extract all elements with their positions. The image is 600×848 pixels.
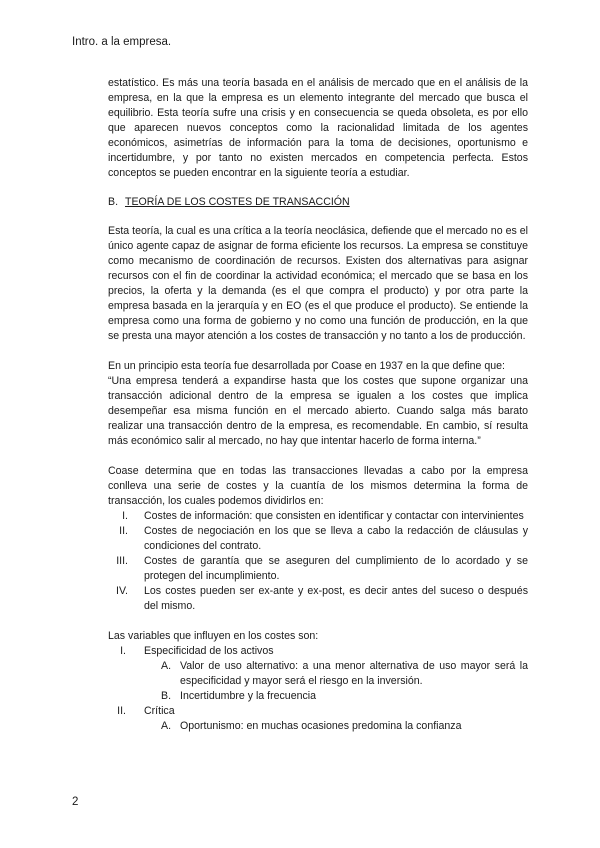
paragraph-costes: Coase determina que en todas las transacciones llevadas a cabo por la empresa conlleva una serie de costes y la cuantía de los mismos determina la forma de transacción, los cuales podemos dividirlos en: <box>108 465 528 507</box>
list-item: III. Costes de garantía que se aseguren del cumplimiento de lo acordado y se protegen del incumplimiento. <box>116 555 528 582</box>
paragraph-coase-intro: En un principio esta teoría fue desarrollada por Coase en 1937 en la que define que: <box>108 360 505 372</box>
section-title: TEORÍA DE LOS COSTES DE TRANSACCIÓN <box>125 196 350 208</box>
list-item: I. Especificidad de los activos A. Valor de uso alternativo: a una menor alternativa de uso mayor será la especificidad y mayor será el riesgo en la inversión. B. Incertidumbre y la frecuencia <box>120 645 528 702</box>
variables-intro: Las variables que influyen en los costes son: <box>108 630 319 642</box>
list-item: II. Crítica A. Oportunismo: en muchas ocasiones predomina la confianza <box>108 704 528 734</box>
list-item: II. Costes de negociación en los que se lleva a cabo la redacción de cláusulas y condiciones del contrato. <box>119 525 528 552</box>
sublist <box>144 719 528 734</box>
paragraph-coase-quote: “Una empresa tenderá a expandirse hasta que los costes que supone organizar una transacción adicional dentro de la empresa se igualen a los costes que implica desempeñar esa misma función en el mercado abierto. Cuando salga más barato realizar una transacción dentro de la empresa, es recomendable. En cambio, sí resulta más económico salir al mercado, no hay que intentar hacerlo de forma interna.” <box>108 375 528 447</box>
list-item: A. Oportunismo: en muchas ocasiones predomina la confianza <box>161 720 462 732</box>
list-item: I. Costes de información: que consisten en identificar y contactar con intervinientes <box>122 510 524 522</box>
section-heading <box>108 195 528 210</box>
document-body <box>108 76 528 734</box>
list-item: A. Valor de uso alternativo: a una menor alternativa de uso mayor será la especificidad y mayor será el riesgo en la inversión. <box>161 660 528 687</box>
page-number: 2 <box>72 796 79 808</box>
list-item: IV. Los costes pueden ser ex-ante y ex-post, es decir antes del suceso o después del mismo. <box>116 585 528 612</box>
section-letter: B. <box>108 196 119 208</box>
list-item: B. Incertidumbre y la frecuencia <box>161 690 317 702</box>
cost-types-list <box>108 509 528 614</box>
intro-paragraph: estatístico. Es más una teoría basada en el análisis de mercado que en el análisis de la empresa, en la que la empresa es un elemento integrante del mercado que busca el equilibrio. Esta teoría sufre una crisis y en consecuencia se queda obsoleta, es por ello que aparecen nuevos conceptos como la racionalidad limitada de los agentes económicos, asimetrías de información para la toma de decisiones, oportunismo e incertidumbre, y por tanto no existen mercados en competencia perfecta. Estos conceptos se pueden encontrar en la siguiente teoría a estudiar. <box>108 77 528 179</box>
paragraph-teoria: Esta teoría, la cual es una crítica a la teoría neoclásica, defiende que el mercado no es el único agente capaz de asignar de forma eficiente los recursos. La empresa se constituye como mecanismo de coordinación de recursos. Existen dos alternativas para asignar recursos con el fin de coordinar la actividad económica; el mercado que se basa en los precios, la oferta y la demanda (es el que compra el producto) y por otra parte la empresa basada en la jerarquía y en EO (es el que produce el producto). Se entiende la empresa como una forma de gobierno y no como una función de producción, en la que se presta una mayor atención a los costes de transacción y no tanto a los de producción. <box>108 225 528 342</box>
page-header: Intro. a la empresa. <box>72 36 172 48</box>
variables-list <box>108 644 528 734</box>
sublist <box>144 659 528 704</box>
